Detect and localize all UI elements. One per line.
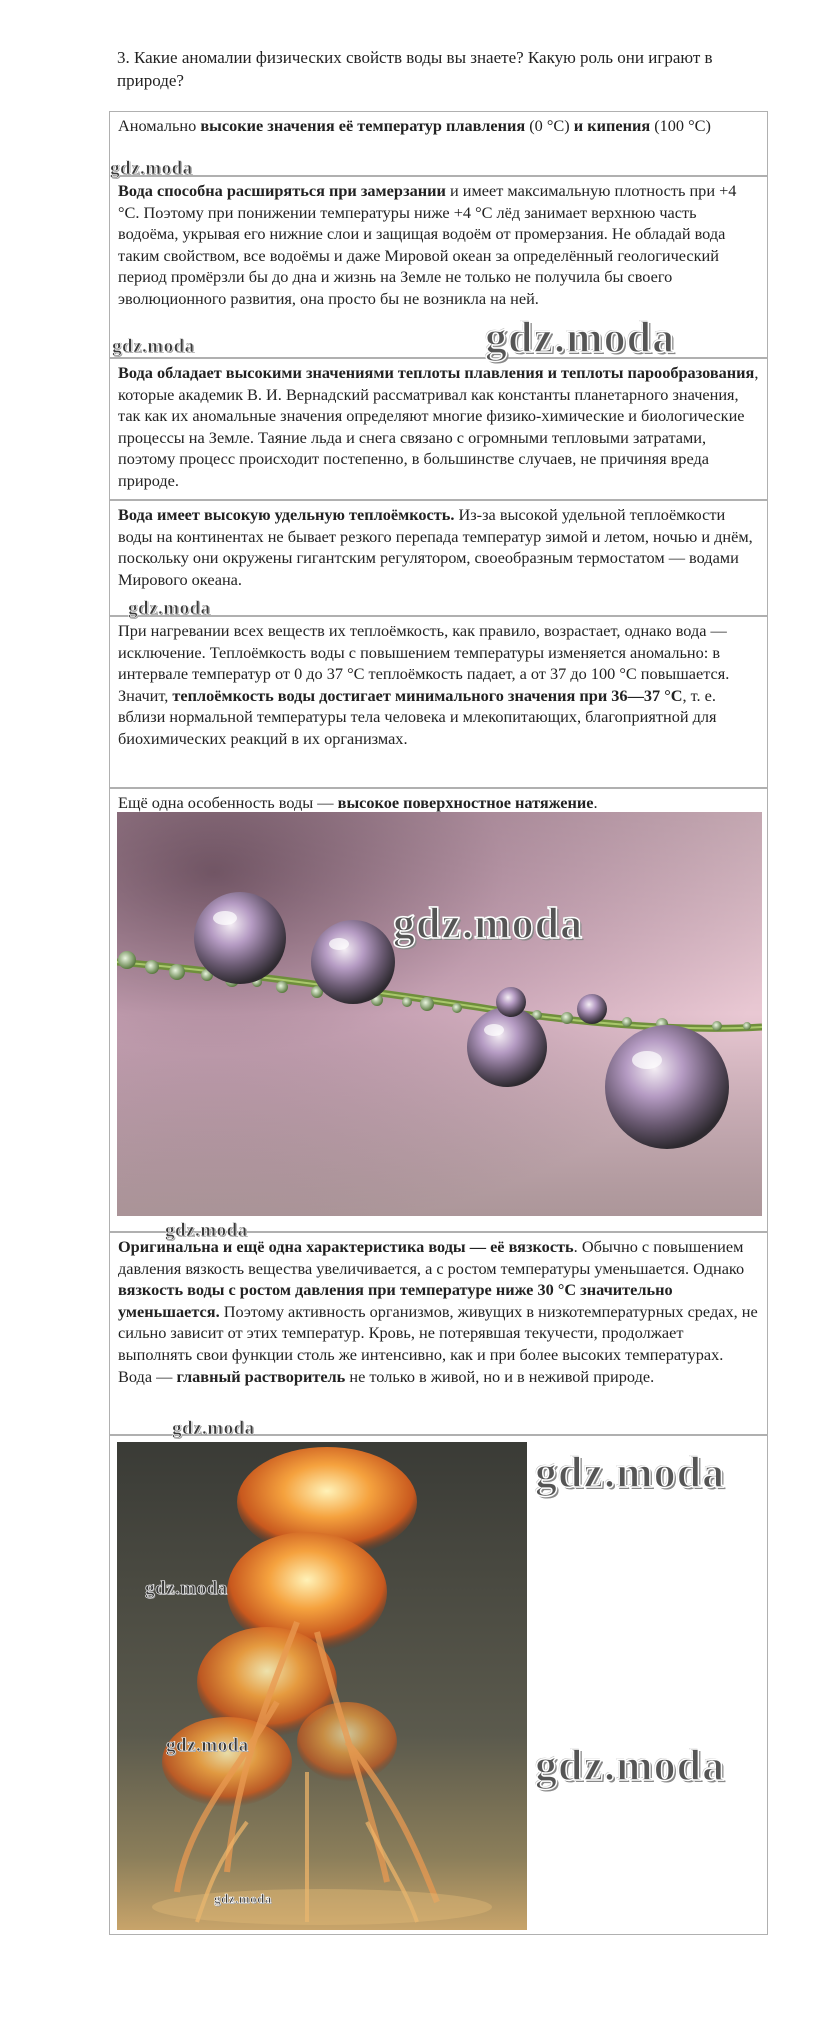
answer-cell-3 [109,358,768,500]
bold-text: и кипения [573,116,651,135]
answer-cell-1 [109,111,768,176]
watermark: gdz.moda [128,598,211,619]
watermark: gdz.moda [485,313,676,362]
bold-text: вязкость воды с ростом давления при температуре ниже 30 °С значительно уменьшается. [118,1280,673,1321]
bold-text: Вода имеет высокую удельную теплоёмкость. [118,505,455,524]
text-segment: и имеет максимальную плотность при +4 °С. Поэтому при понижении температуры ниже +4 °С лёд занимает верхнюю часть водоёма, укрывая его нижние слои и защищая водоём от промерзания. Не обладай вода таким свойством, все водоёмы и даже Мировой океан за определённый геологический период промёрзли бы до дна и жизнь на Земле не только не получила бы своего эволюционного развития, она просто бы не возникла на ней. [118,181,737,308]
text-segment: , которые академик В. И. Вернадский рассматривал как константы планетарного значения, так как их аномальные значения определяют многие физико-химические и биологические процессы на Земле. Таяние льда и снега связано с огромными тепловыми затратами, поэтому процесс происходит постепенно, в большинстве случаев, не причиняя вреда природе. [118,363,759,490]
text-segment: , т. е. вблизи нормальной температуры тела человека и млекопитающих, благоприятной для биохимических реакций в их организмах. [118,685,717,748]
bold-text: Вода обладает высокими значениями теплоты плавления и теплоты парообразования [118,363,755,382]
bold-text: Вода способна расширяться при замерзании [118,181,446,200]
bold-text: Оригинальна и ещё одна характеристика воды — её вязкость [118,1237,574,1256]
watermark: gdz.moda [214,1891,272,1906]
water-droplets-photo [117,812,762,1216]
watermark: gdz.moda [165,1220,248,1241]
text-segment: не только в живой, но и в неживой природе. [345,1366,655,1386]
watermark: gdz.moda [172,1418,255,1439]
bold-text: теплоёмкость воды достигает минимального значения при 36—37 °С [172,685,683,705]
text-segment: (0 °С) [525,116,574,135]
text-segment: (100 °С) [650,116,711,135]
text-segment: При нагревании всех веществ их теплоёмкость, как правило, возрастает, однако вода — исключение. Теплоёмкость воды с повышением температуры изменяется аномально: в интервале температур от 0 до 37 °С теплоёмкость падает, а от 37 до 100 °С повышается. Значит, [118,621,730,705]
text-segment: Ещё одна особенность воды — [118,793,338,812]
answer-cell-7 [109,1232,768,1435]
watermark: gdz.moda [535,1448,726,1497]
text-segment: Аномально [118,116,201,135]
watermark: gdz.moda [145,1578,228,1599]
text-segment: Поэтому активность организмов, живущих в низкотемпературных средах, не сильно зависит от этих температур. Кровь, не потерявшая текучести, продолжает выполнять свои функции столь же интенсивно, как и при более высоких температурах. Вода — [118,1301,758,1386]
question-title: 3. Какие аномалии физических свойств воды вы знаете? Какую роль они играют в природе? [117,48,713,90]
bold-text: высокие значения её температур плавления [200,116,526,135]
watermark: gdz.moda [112,336,195,357]
watermark: gdz.moda [535,1741,726,1790]
bold-text: высокое поверхностное натяжение [337,793,594,812]
ink-in-water-photo [117,1442,527,1930]
answer-cell-5 [109,616,768,788]
text-segment: . Обычно с повышением давления вязкость вещества увеличивается, а с ростом температуры уменьшается. Однако [118,1237,745,1278]
bold-text: главный растворитель [176,1366,346,1386]
watermark: gdz.moda [110,158,193,179]
watermark: gdz.moda [166,1735,249,1756]
watermark: gdz.moda [393,899,584,948]
text-segment: Из-за высокой удельной теплоёмкости воды на континентах не бывает резкого перепада температур зимой и летом, ночью и днём, поскольку они окружены гигантским регулятором, своеобразным термостатом — водами Мирового океана. [118,505,753,589]
text-segment: . [593,793,598,812]
